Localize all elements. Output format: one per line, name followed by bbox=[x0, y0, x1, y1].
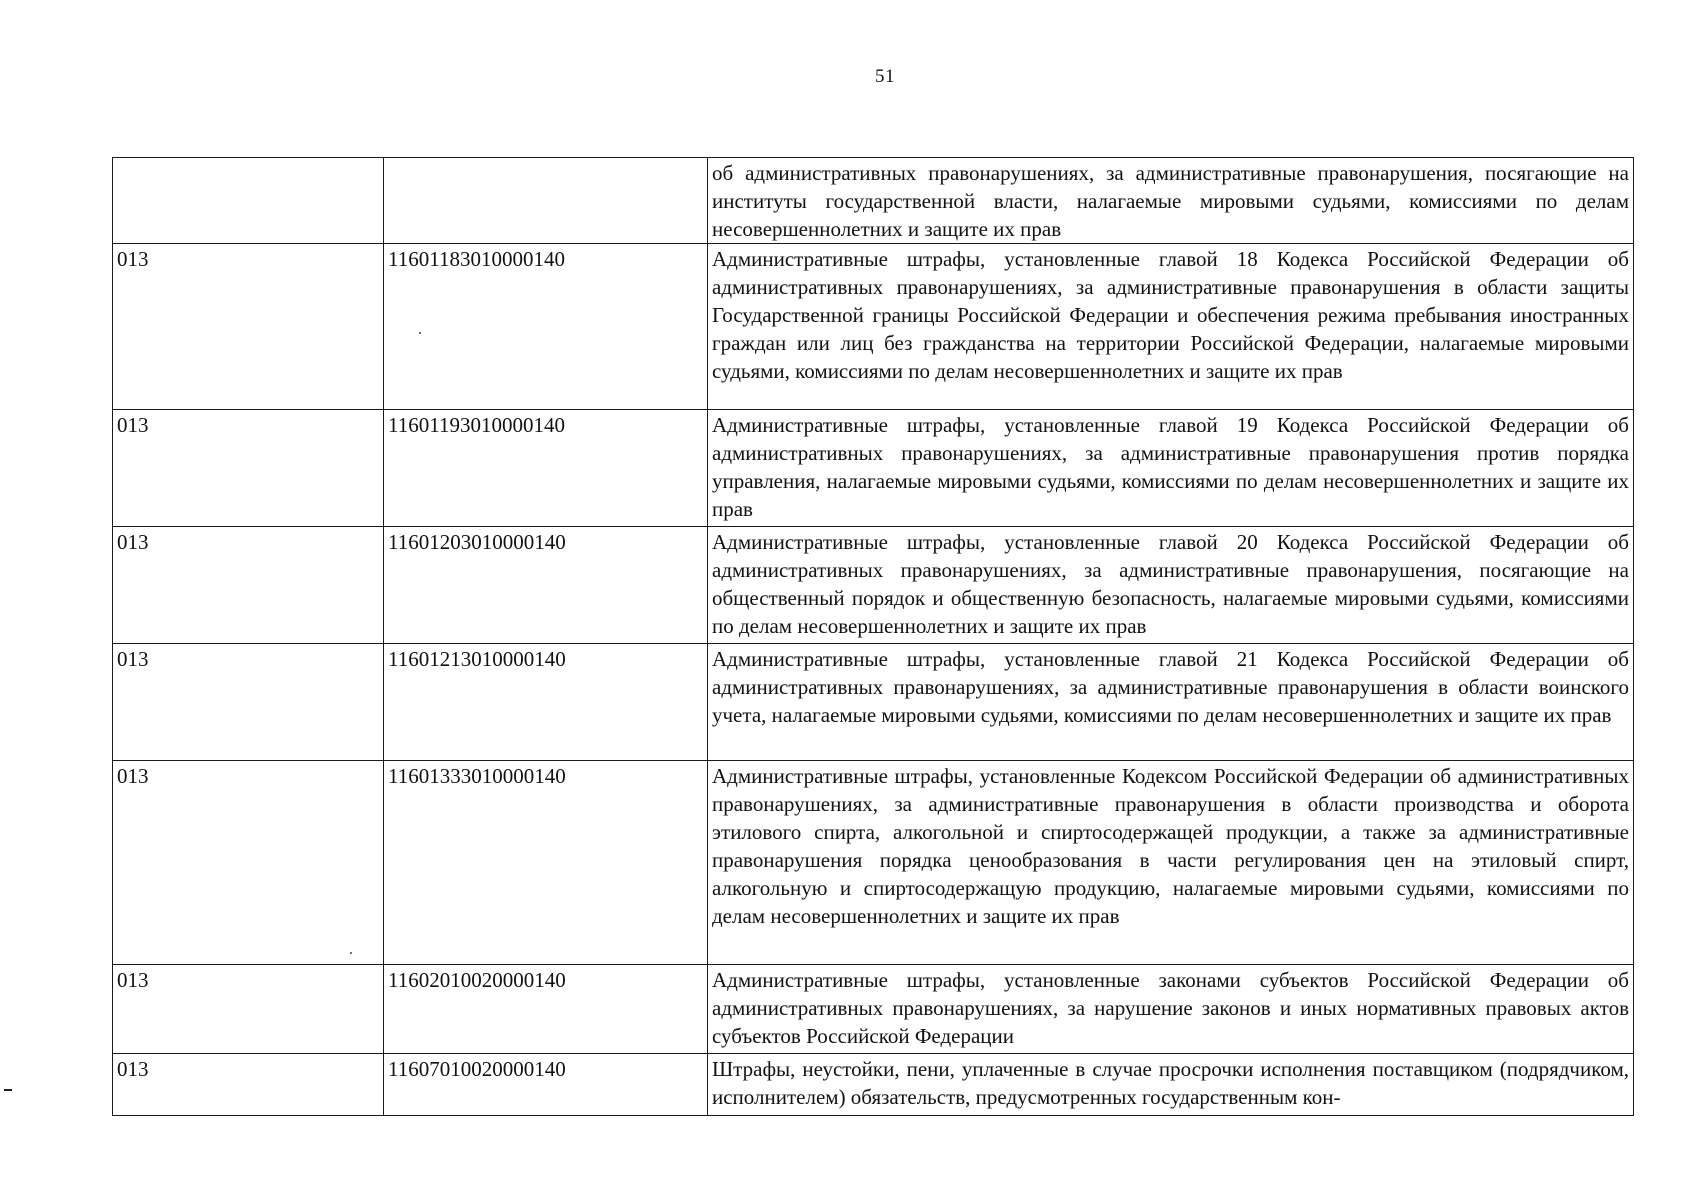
table-row bbox=[113, 158, 1634, 244]
kbk-code-cell: 11601333010000140 bbox=[384, 761, 708, 965]
margin-dash-mark bbox=[4, 1089, 12, 1091]
description-cell: Административные штрафы, установленные законами субъектов Российской Федерации об административных правонарушениях, за нарушение законов и иных нормативных правовых актов субъектов Российской Федерации bbox=[708, 965, 1634, 1054]
table-row bbox=[113, 1054, 1634, 1116]
admin-code-cell bbox=[113, 158, 384, 244]
description-cell: Административные штрафы, установленные главой 18 Кодекса Российской Федерации об административных правонарушениях, за административные правонарушения в области защиты Государственной границы Российской Федерации и обеспечения режима пребывания иностранных граждан или лиц без гражданства на территории Российской Федерации, налагаемые мировыми судьями, комиссиями по делам несовершеннолетних и защите их прав bbox=[708, 244, 1634, 410]
kbk-code-cell bbox=[384, 158, 708, 244]
kbk-code-cell: 11601183010000140 bbox=[384, 244, 708, 410]
table-row bbox=[113, 527, 1634, 644]
table-row bbox=[113, 410, 1634, 527]
description-cell: Административные штрафы, установленные главой 20 Кодекса Российской Федерации об административных правонарушениях, за административные правонарушения, посягающие на общественный порядок и общественную безопасность, налагаемые мировыми судьями, комиссиями по делам несовершеннолетних и защите их прав bbox=[708, 527, 1634, 644]
description-cell: Штрафы, неустойки, пени, уплаченные в случае просрочки исполнения поставщиком (подрядчиком, исполнителем) обязательств, предусмотренных государственным кон- bbox=[708, 1054, 1634, 1116]
admin-code-cell: 013 bbox=[113, 644, 384, 761]
admin-code-cell: 013 bbox=[113, 244, 384, 410]
table-row bbox=[113, 761, 1634, 965]
description-cell: Административные штрафы, установленные главой 21 Кодекса Российской Федерации об административных правонарушениях, за административные правонарушения в области воинского учета, налагаемые мировыми судьями, комиссиями по делам несовершеннолетних и защите их прав bbox=[708, 644, 1634, 761]
kbk-code-cell: 11602010020000140 bbox=[384, 965, 708, 1054]
revenue-codes-table bbox=[112, 157, 1634, 1116]
description-cell: Административные штрафы, установленные Кодексом Российской Федерации об административных правонарушениях, за административные правонарушения в области производства и оборота этилового спирта, алкогольной и спиртосодержащей продукции, а также за административные правонарушения порядка ценообразования в части регулирования цен на этиловый спирт, алкогольную и спиртосодержащую продукцию, налагаемые мировыми судьями, комиссиями по делам несовершеннолетних и защите их прав bbox=[708, 761, 1634, 965]
table-row bbox=[113, 965, 1634, 1054]
kbk-code-cell: 11601203010000140 bbox=[384, 527, 708, 644]
kbk-code-cell: 11601193010000140 bbox=[384, 410, 708, 527]
admin-code-cell: 013 bbox=[113, 1054, 384, 1116]
description-cell: Административные штрафы, установленные главой 19 Кодекса Российской Федерации об административных правонарушениях, за административные правонарушения против порядка управления, налагаемые мировыми судьями, комиссиями по делам несовершеннолетних и защите их прав bbox=[708, 410, 1634, 527]
kbk-code-cell: 11607010020000140 bbox=[384, 1054, 708, 1116]
description-cell: об административных правонарушениях, за административные правонарушения, посягающие на институты государственной власти, налагаемые мировыми судьями, комиссиями по делам несовершеннолетних и защите их прав bbox=[708, 158, 1634, 244]
page-number: 51 bbox=[875, 66, 895, 87]
table-row bbox=[113, 644, 1634, 761]
admin-code-cell: 013 bbox=[113, 965, 384, 1054]
admin-code-cell: 013 bbox=[113, 527, 384, 644]
kbk-code-cell: 11601213010000140 bbox=[384, 644, 708, 761]
table-row bbox=[113, 244, 1634, 410]
admin-code-cell: 013 bbox=[113, 761, 384, 965]
admin-code-cell: 013 bbox=[113, 410, 384, 527]
